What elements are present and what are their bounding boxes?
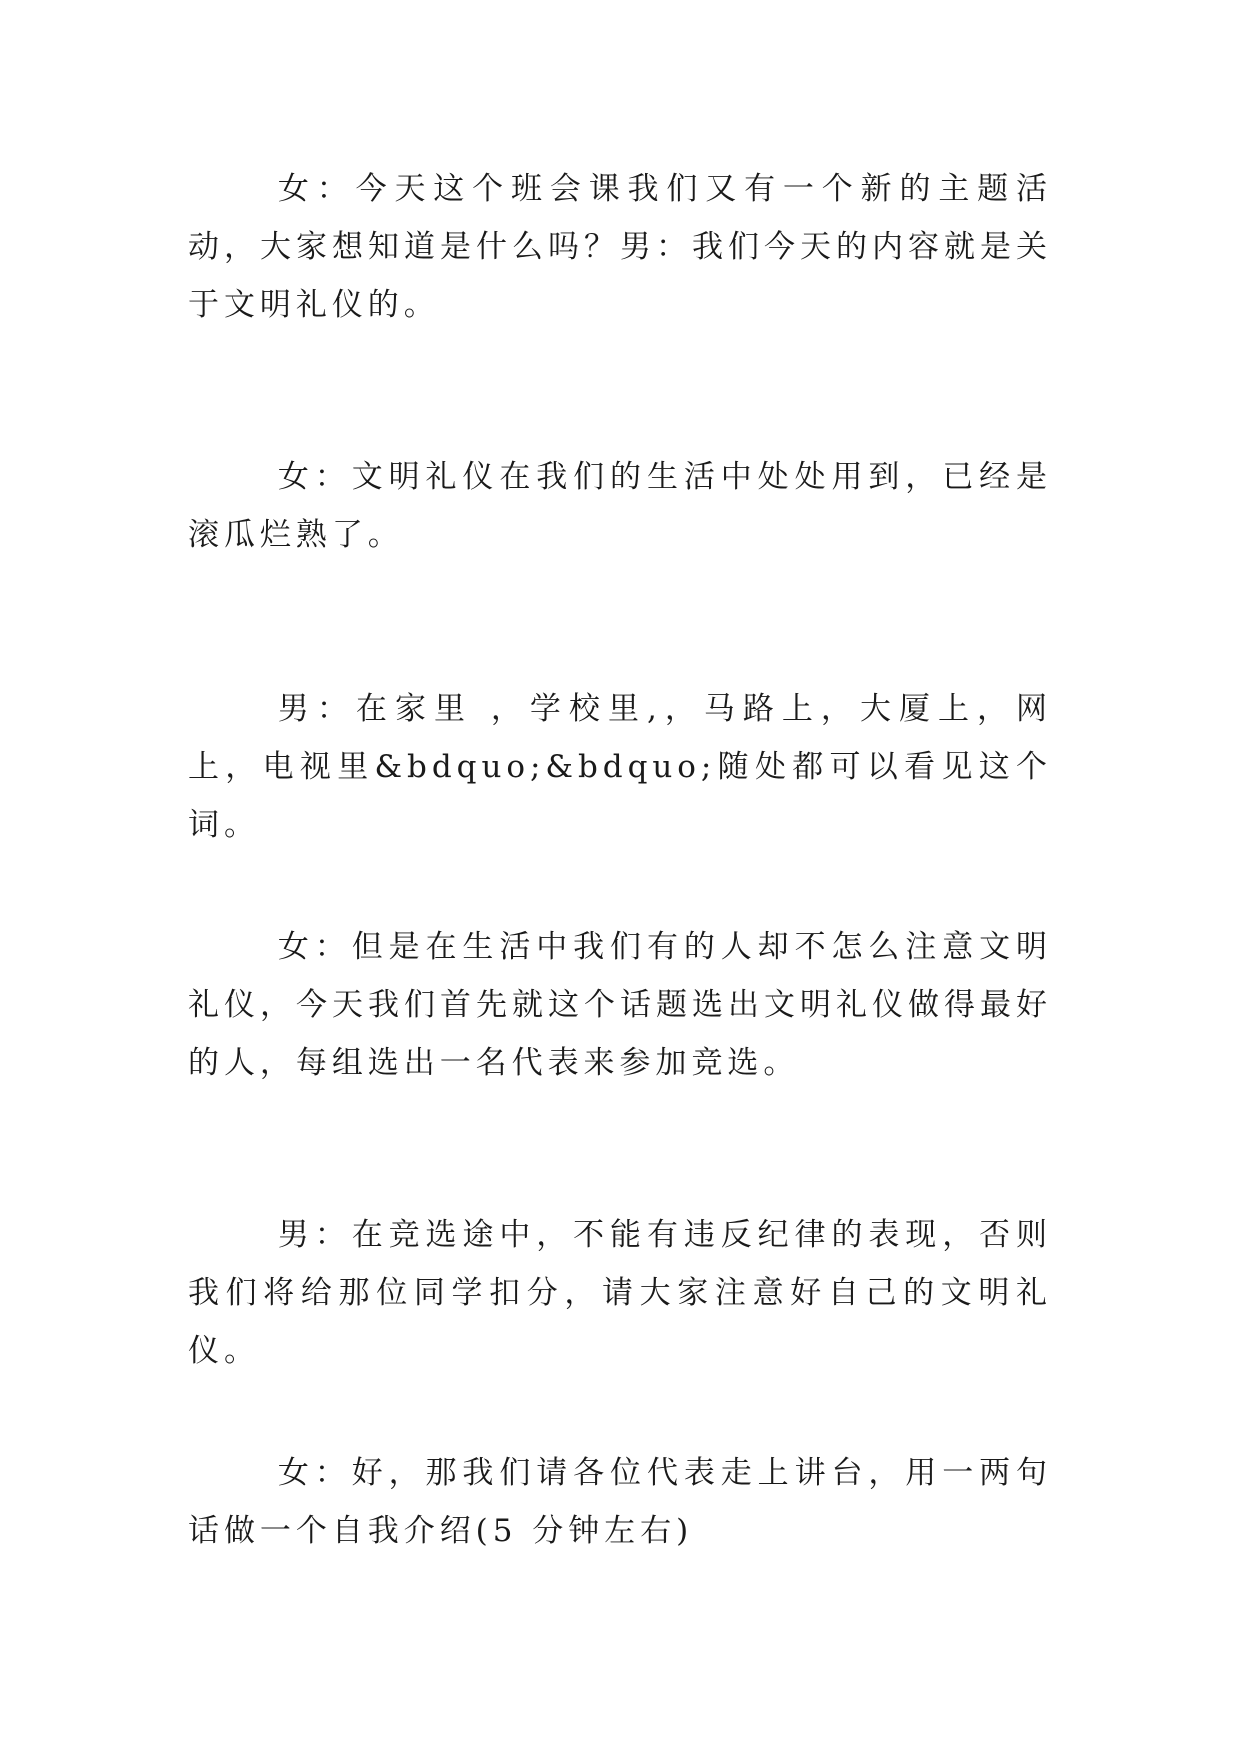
dialogue-paragraph-1: 女：今天这个班会课我们又有一个新的主题活动，大家想知道是什么吗？男：我们今天的内容就是关于文明礼仪的。 — [188, 171, 1052, 323]
dialogue-paragraph-3: 男：在家里 ，学校里,，马路上，大厦上，网上，电视里&bdquo;&bdquo;随处都可以看见这个词。 — [188, 691, 1052, 843]
dialogue-paragraph-2: 女：文明礼仪在我们的生活中处处用到，已经是滚瓜烂熟了。 — [188, 459, 1052, 553]
dialogue-paragraph-5: 男：在竞选途中，不能有违反纪律的表现，否则我们将给那位同学扣分，请大家注意好自己的文明礼仪。 — [188, 1217, 1052, 1369]
dialogue-paragraph-4: 女：但是在生活中我们有的人却不怎么注意文明礼仪，今天我们首先就这个话题选出文明礼仪做得最好的人，每组选出一名代表来参加竞选。 — [188, 929, 1052, 1081]
dialogue-paragraph-6: 女：好，那我们请各位代表走上讲台，用一两句话做一个自我介绍(5 分钟左右) — [188, 1455, 1052, 1549]
